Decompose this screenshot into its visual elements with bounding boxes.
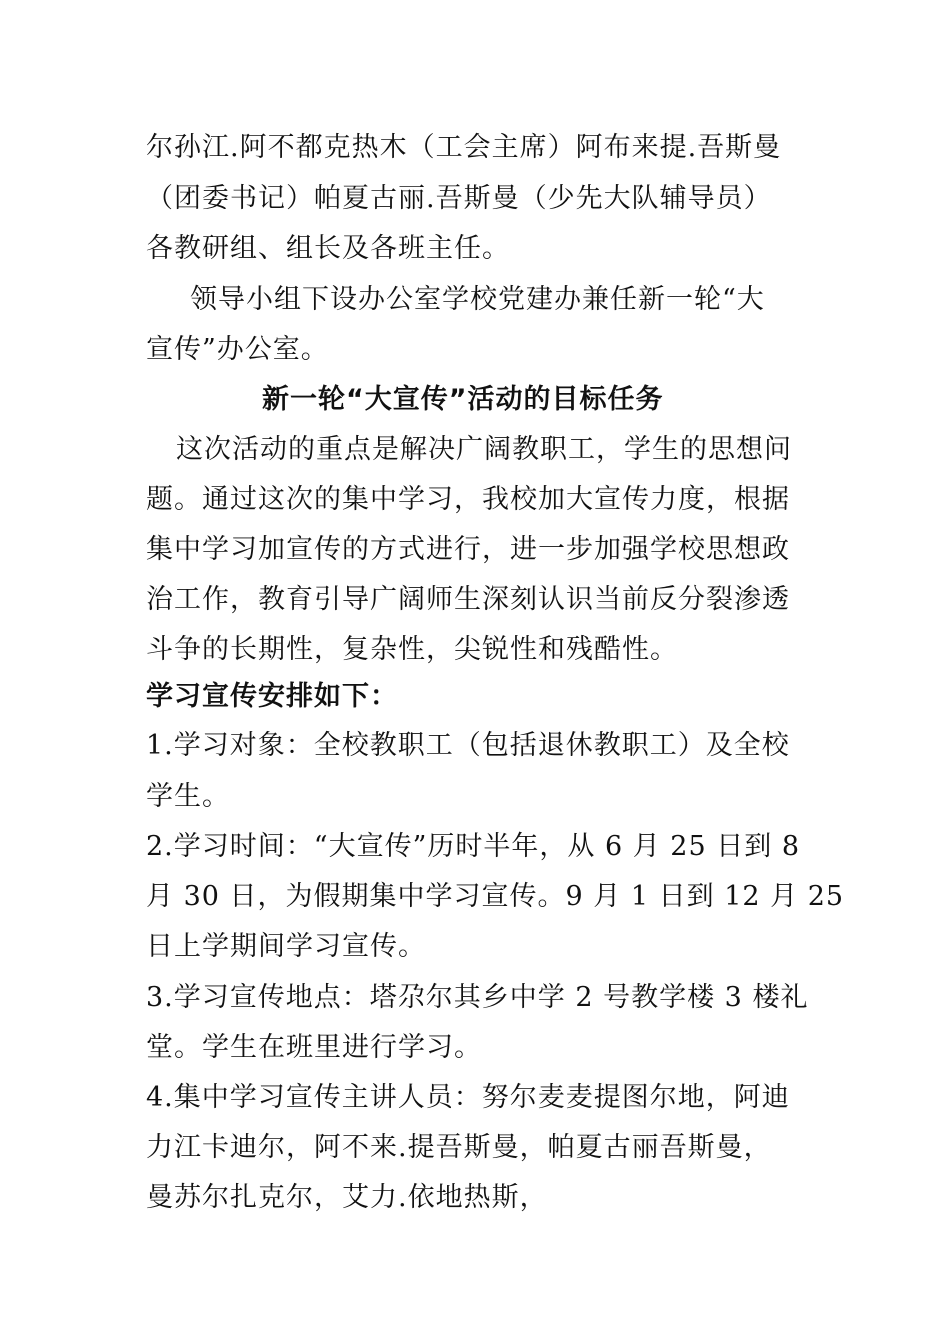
item4-line-1: 4.集中学习宣传主讲人员：努尔麦麦提图尔地，阿迪: [146, 1082, 790, 1113]
para2-line-1: 领导小组下设办公室学校党建办兼任新一轮“大: [190, 284, 765, 315]
para3-line-1: 这次活动的重点是解决广阔教职工，学生的思想问: [176, 434, 792, 465]
item3-line-2: 堂。学生在班里进行学习。: [146, 1032, 482, 1063]
item2-line-2: 月 30 日，为假期集中学习宣传。9 月 1 日到 12 月 25: [146, 881, 845, 912]
para1-line-1: 尔孙江.阿不都克热木（工会主席）阿布来提.吾斯曼: [146, 132, 782, 163]
para3-line-4: 治工作，教育引导广阔师生深刻认识当前反分裂渗透: [146, 584, 790, 615]
item4-line-2: 力江卡迪尔，阿不来.提吾斯曼，帕夏古丽吾斯曼，: [146, 1132, 772, 1163]
para3-line-3: 集中学习加宣传的方式进行，进一步加强学校思想政: [146, 534, 790, 565]
para1-line-2: （团委书记）帕夏古丽.吾斯曼（少先大队辅导员）: [146, 183, 772, 214]
item1-line-1: 1.学习对象：全校教职工（包括退休教职工）及全校: [146, 730, 790, 761]
item1-line-2: 学生。: [146, 781, 230, 812]
para1-line-3: 各教研组、组长及各班主任。: [146, 233, 510, 264]
item4-line-3: 曼苏尔扎克尔，艾力.依地热斯，: [146, 1182, 548, 1213]
para3-line-5: 斗争的长期性，复杂性，尖锐性和残酷性。: [146, 634, 678, 665]
item2-line-1: 2.学习时间：“大宣传”历时半年，从 6 月 25 日到 8: [146, 831, 800, 862]
arrangement-heading: 学习宣传安排如下：: [146, 681, 398, 712]
para2-line-2: 宣传”办公室。: [146, 334, 329, 365]
section-heading: 新一轮“大宣传”活动的目标任务: [262, 384, 664, 415]
item3-line-1: 3.学习宣传地点：塔尕尔其乡中学 2 号教学楼 3 楼礼: [146, 982, 809, 1013]
item2-line-3: 日上学期间学习宣传。: [146, 931, 426, 962]
para3-line-2: 题。通过这次的集中学习，我校加大宣传力度，根据: [146, 484, 790, 515]
